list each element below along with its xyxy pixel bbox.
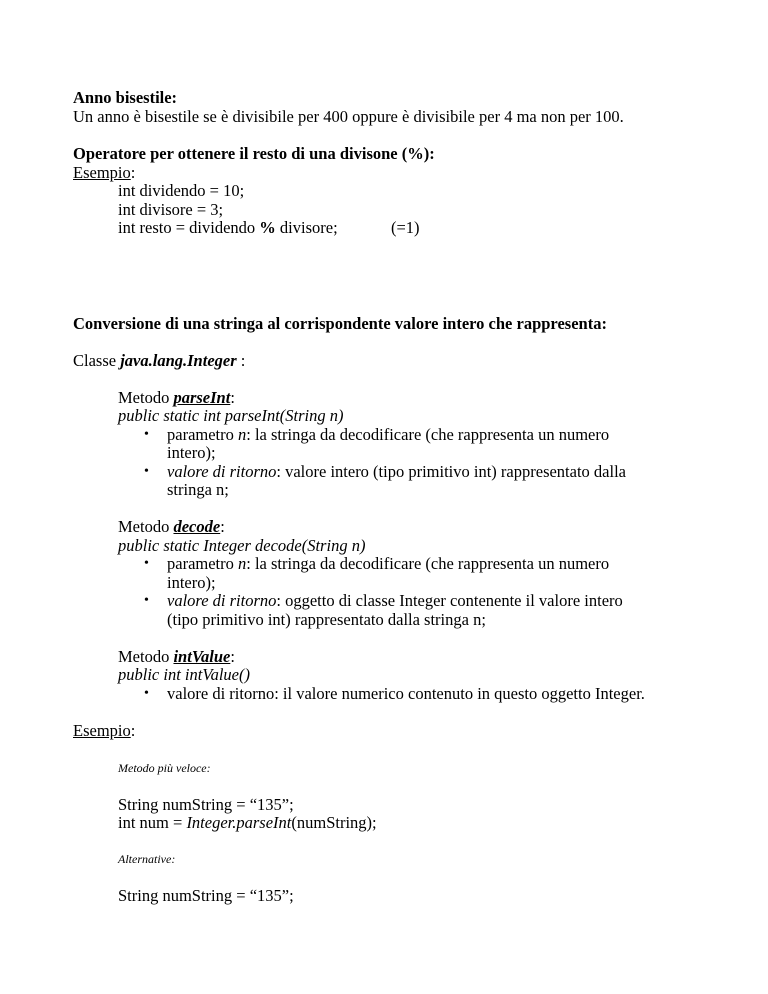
method-name-decode: decode (173, 517, 221, 536)
code-resto-part-b: divisore; (275, 218, 338, 237)
bullet-icon: • (144, 593, 149, 608)
method-parseint-heading (118, 388, 235, 407)
param-prefix: parametro (167, 554, 239, 573)
parseint-signature: public static int parseInt(String n) (118, 406, 344, 425)
code-line-divisore: int divisore = 3; (118, 200, 224, 219)
code-part-b: (numString); (291, 813, 377, 832)
modulo-symbol: % (259, 218, 276, 237)
method-suffix: : (230, 647, 235, 666)
parseint-return-cont: stringa n; (167, 480, 229, 499)
code-part-a: int num = (118, 813, 187, 832)
example-label-text: Esempio (73, 721, 131, 740)
method-intvalue-heading (118, 647, 235, 666)
param-var: n (238, 554, 247, 573)
example-label-1 (73, 163, 135, 182)
leap-year-rule-text: Un anno è bisestile se è divisibile per 400 oppure è divisibile per 4 ma non per 100. (73, 107, 624, 126)
class-suffix: : (236, 351, 246, 370)
param-var: n (238, 425, 247, 444)
code-line-dividendo: int dividendo = 10; (118, 181, 245, 200)
method-name-parseint: parseInt (173, 388, 231, 407)
method-name-intvalue: intValue (173, 647, 231, 666)
return-text: : oggetto di classe Integer contenente il valore intero (276, 591, 623, 610)
method-decode-heading (118, 517, 225, 536)
example-label-text: Esempio (73, 163, 131, 182)
bullet-icon: • (144, 556, 149, 571)
fast-method-label: Metodo più veloce: (118, 761, 211, 775)
method-prefix: Metodo (118, 647, 174, 666)
return-text: : valore intero (tipo primitivo int) rappresentato dalla (276, 462, 626, 481)
bullet-icon: • (144, 686, 149, 701)
code-parseint-call (118, 813, 377, 832)
decode-signature: public static Integer decode(String n) (118, 536, 366, 555)
param-text: : la stringa da decodificare (che rappresenta un numero (246, 425, 610, 444)
decode-return-cont: (tipo primitivo int) rappresentato dalla stringa n; (167, 610, 486, 629)
alternative-label: Alternative: (118, 852, 176, 866)
decode-return-line (167, 591, 623, 610)
intvalue-signature: public int intValue() (118, 665, 250, 684)
parseint-param-line (167, 425, 609, 444)
heading-anno-bisestile: Anno bisestile: (73, 88, 178, 107)
return-label: valore di ritorno (167, 591, 277, 610)
code-part-method: Integer.parseInt (186, 813, 292, 832)
code-numstring-2: String numString = “135”; (118, 886, 294, 905)
example-label-2 (73, 721, 135, 740)
code-numstring-1: String numString = “135”; (118, 795, 294, 814)
method-prefix: Metodo (118, 388, 174, 407)
modulo-result: (=1) (391, 218, 420, 237)
class-line (73, 351, 245, 370)
code-line-resto (118, 218, 338, 237)
heading-string-conversion: Conversione di una stringa al corrispondente valore intero che rappresenta: (73, 314, 607, 333)
parseint-param-cont: intero); (167, 443, 216, 462)
intvalue-return-line: valore di ritorno: il valore numerico contenuto in questo oggetto Integer. (167, 684, 645, 703)
method-prefix: Metodo (118, 517, 174, 536)
class-prefix: Classe (73, 351, 121, 370)
example-colon: : (130, 721, 136, 740)
method-suffix: : (230, 388, 235, 407)
class-name: java.lang.Integer (120, 351, 237, 370)
return-label: valore di ritorno (167, 462, 277, 481)
parseint-return-line (167, 462, 626, 481)
example-colon: : (130, 163, 136, 182)
code-resto-part-a: int resto = dividendo (118, 218, 260, 237)
decode-param-line (167, 554, 609, 573)
bullet-icon: • (144, 464, 149, 479)
heading-modulo-operator: Operatore per ottenere il resto di una divisone (%): (73, 144, 435, 163)
param-text: : la stringa da decodificare (che rappresenta un numero (246, 554, 610, 573)
method-suffix: : (220, 517, 225, 536)
param-prefix: parametro (167, 425, 239, 444)
bullet-icon: • (144, 427, 149, 442)
decode-param-cont: intero); (167, 573, 216, 592)
